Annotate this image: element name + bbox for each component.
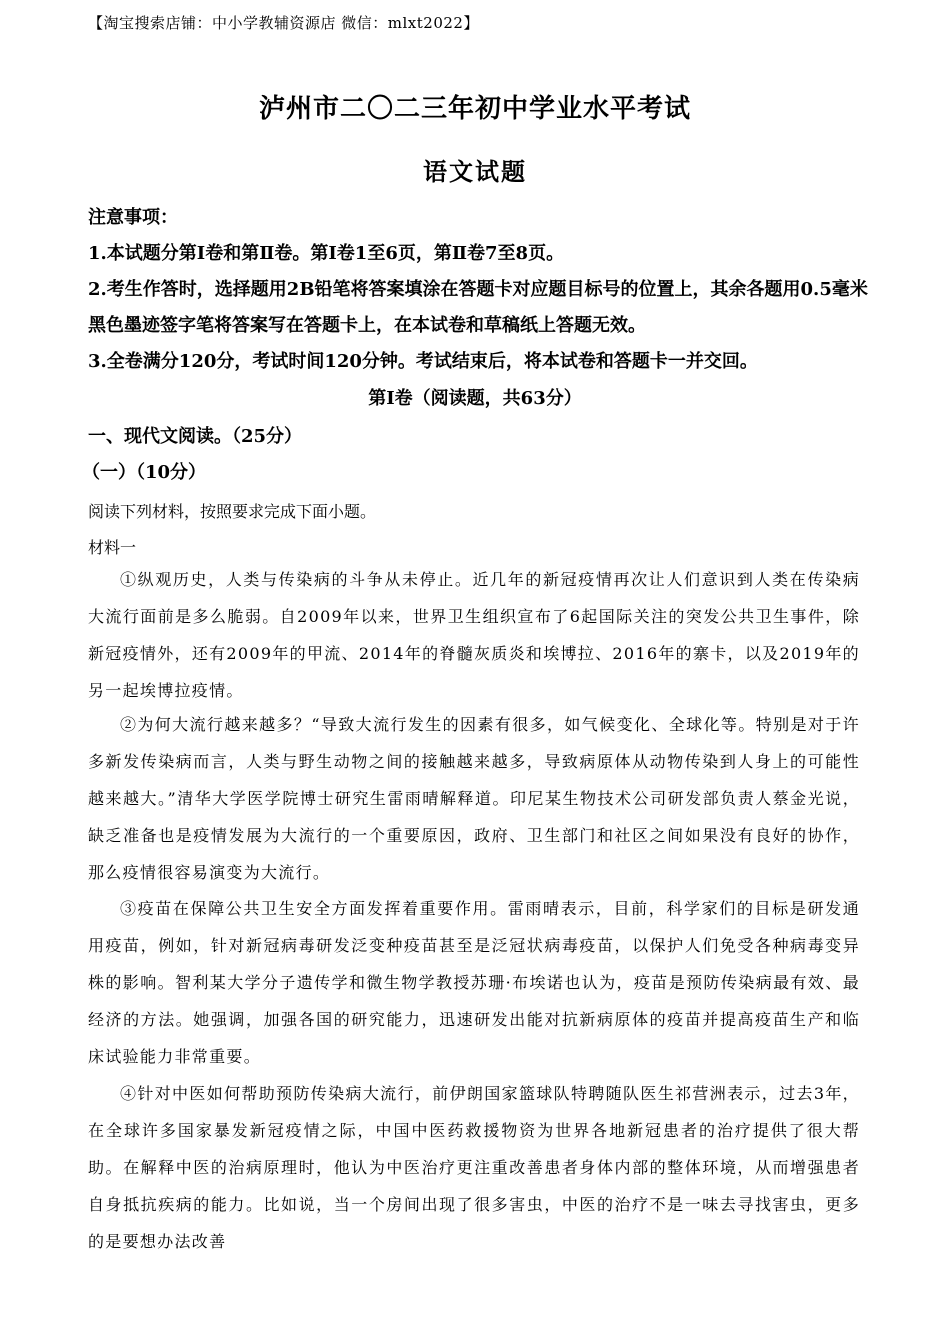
paragraph-3	[88, 890, 860, 1075]
paper-subject-title: 语文试题	[423, 157, 527, 186]
section-title: 第Ⅰ卷（阅读题，共63分）	[368, 388, 582, 409]
notice-heading: 注意事项：	[88, 207, 178, 228]
paragraph-1	[88, 561, 860, 709]
material-label: 材料一	[88, 538, 137, 557]
notice-item-1: 1.本试题分第Ⅰ卷和第Ⅱ卷。第Ⅰ卷1至6页，第Ⅱ卷7至8页。	[88, 243, 565, 264]
sub-part-heading: （一）（10分）	[82, 462, 207, 483]
paragraph-2	[88, 706, 860, 891]
part-one-heading: 一、现代文阅读。（25分）	[88, 426, 303, 447]
notice-item-2: 2.考生作答时，选择题用2B铅笔将答案填涂在答题卡对应题目标号的位置上，其余各题用0.5毫米黑色墨迹签字笔将答案写在答题卡上，在本试卷和草稿纸上答题无效。	[88, 279, 868, 336]
header-note: 【淘宝搜索店铺：中小学教辅资源店 微信：mlxt2022】	[88, 14, 479, 32]
paragraph-2-text: ②为何大流行越来越多？“导致大流行发生的因素有很多，如气候变化、全球化等。特别是对于许多新发传染病而言，人类与野生动物之间的接触越来越多，导致病原体从动物传染到人身上的可能性越来越大。”清华大学医学院博士研究生雷雨晴解释道。印尼某生物技术公司研发部负责人蔡金光说，缺乏准备也是疫情发展为大流行的一个重要原因，政府、卫生部门和社区之间如果没有良好的协作，那么疫情很容易演变为大流行。	[88, 715, 860, 882]
paragraph-1-text: ①纵观历史，人类与传染病的斗争从未停止。近几年的新冠疫情再次让人们意识到人类在传染病大流行面前是多么脆弱。自2009年以来，世界卫生组织宣布了6起国际关注的突发公共卫生事件，除新冠疫情外，还有2009年的甲流、2014年的脊髓灰质炎和埃博拉、2016年的寨卡，以及2019年的另一起埃博拉疫情。	[88, 570, 860, 700]
notice-item-3: 3.全卷满分120分，考试时间120分钟。考试结束后，将本试卷和答题卡一并交回。	[88, 351, 758, 372]
notice-list	[88, 236, 868, 380]
paragraph-3-text: ③疫苗在保障公共卫生安全方面发挥着重要作用。雷雨晴表示，目前，科学家们的目标是研发通用疫苗，例如，针对新冠病毒研发泛变种疫苗甚至是泛冠状病毒疫苗，以保护人们免受各种病毒变异株的影响。智利某大学分子遗传学和微生物学教授苏珊·布埃诺也认为，疫苗是预防传染病最有效、最经济的方法。她强调，加强各国的研究能力，迅速研发出能对抗新病原体的疫苗并提高疫苗生产和临床试验能力非常重要。	[88, 899, 860, 1066]
paragraph-4	[88, 1075, 860, 1260]
reading-instruction: 阅读下列材料，按照要求完成下面小题。	[88, 502, 377, 521]
exam-title: 泸州市二〇二三年初中学业水平考试	[258, 94, 691, 124]
paragraph-4-text: ④针对中医如何帮助预防传染病大流行，前伊朗国家篮球队特聘随队医生祁营洲表示，过去3年，在全球许多国家暴发新冠疫情之际，中国中医药救援物资为世界各地新冠患者的治疗提供了很大帮助。在解释中医的治病原理时，他认为中医治疗更注重改善患者身体内部的整体环境，从而增强患者自身抵抗疾病的能力。比如说，当一个房间出现了很多害虫，中医的治疗不是一味去寻找害虫，更多的是要想办法改善	[88, 1084, 860, 1251]
